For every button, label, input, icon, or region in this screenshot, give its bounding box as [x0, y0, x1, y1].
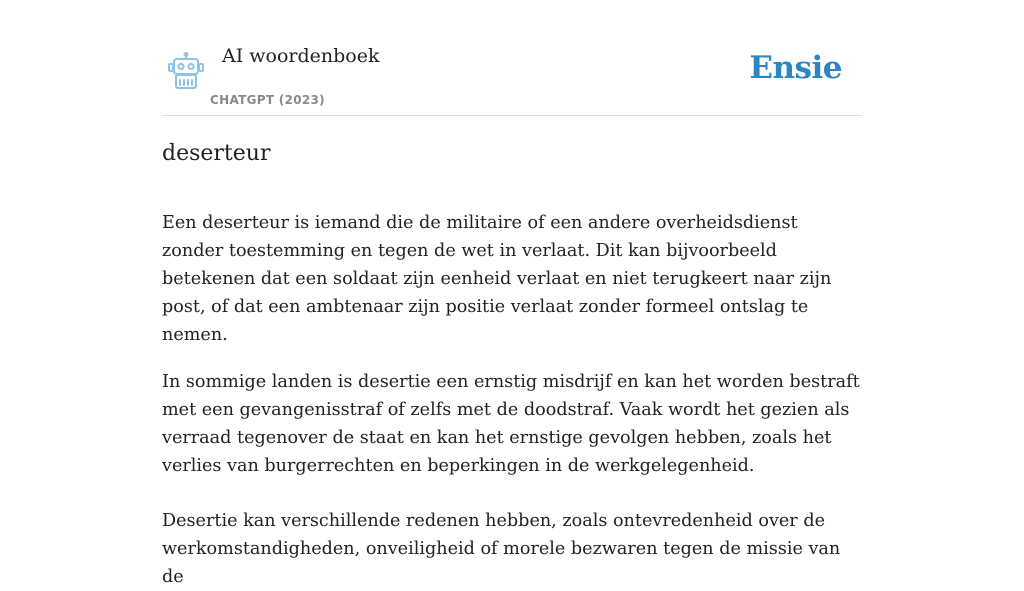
entry-headword: deserteur [162, 141, 271, 166]
brand-logo[interactable]: Ensie [749, 50, 842, 86]
source-title: AI woordenboek [222, 45, 380, 67]
source-subtitle: CHATGPT (2023) [210, 93, 325, 107]
entry-paragraph-1: Een deserteur is iemand die de militaire of een andere overheidsdienst zonder toestemming en tegen de wet in verlaat. Dit kan bijvoorbeeld betekenen dat een soldaat zijn eenheid verlaat en niet terugkeert naar zijn post, of dat een ambtenaar zijn positie verlaat zonder formeel ontslag te nemen. [162, 213, 832, 345]
robot-icon [166, 52, 206, 90]
header [162, 0, 862, 116]
entry-paragraph-2: In sommige landen is desertie een ernstig misdrijf en kan het worden bestraft met een gevangenisstraf of zelfs met de doodstraf. Vaak wordt het gezien als verraad tegenover de staat en kan het ernstige gevolgen hebben, zoals het verlies van burgerrechten en beperkingen in de werkgelegenheid. [162, 372, 860, 476]
entry-content [162, 138, 862, 591]
entry-paragraph-3: Desertie kan verschillende redenen hebben, zoals ontevredenheid over de werkomstandigheden, onveiligheid of morele bezwaren tegen de missie van de [162, 511, 841, 587]
